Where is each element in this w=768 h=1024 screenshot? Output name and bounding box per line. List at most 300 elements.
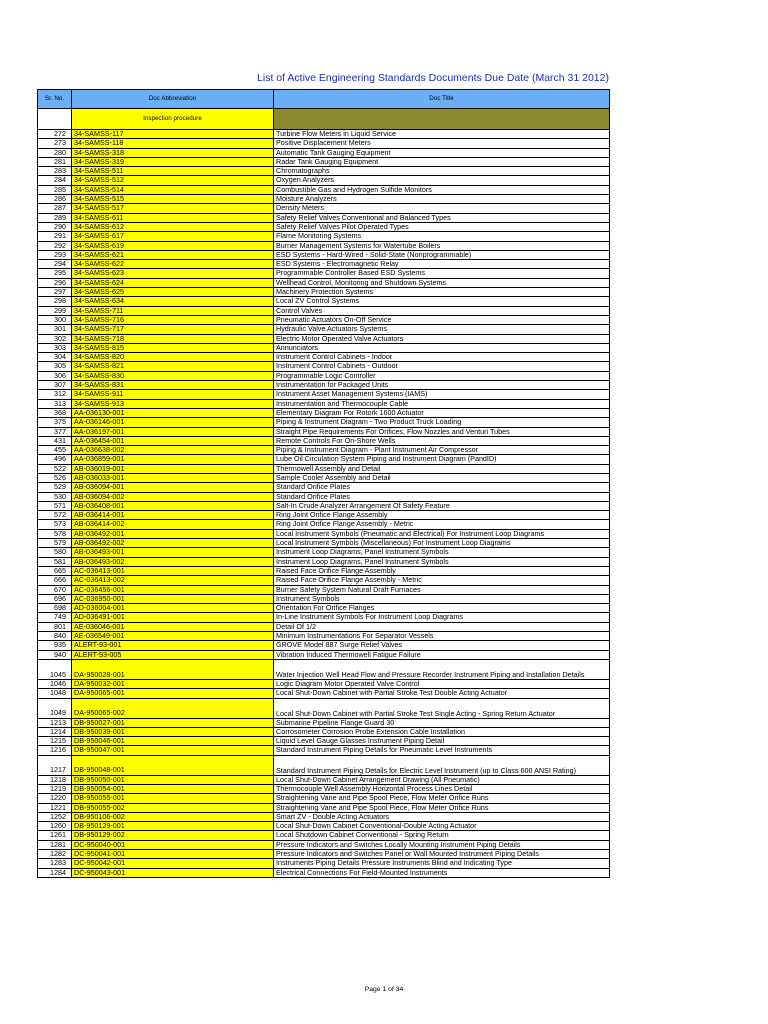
standards-table <box>37 89 610 878</box>
doc-title-cell: Local Instrument Symbols (Miscellaneous) For Instrument Loop Diagrams <box>274 539 610 548</box>
doc-title-cell: Salt-In Crude Analyzer Arrangement Of Safety Feature <box>274 501 610 510</box>
doc-abbreviation-cell: AC-036413-002 <box>72 576 274 585</box>
doc-abbreviation-cell: ALERT-93-001 <box>72 641 274 650</box>
doc-title-cell: Local Shut-Down Cabinet Arrangement Drawing (All Pneumatic) <box>274 775 610 784</box>
section-title-cell <box>274 109 610 130</box>
sr-no-cell: 312 <box>38 390 72 399</box>
doc-title-cell: Thermocouple Well Assembly Horizontal Process Lines Detail <box>274 785 610 794</box>
sr-no-cell: 940 <box>38 650 72 659</box>
doc-title-cell: Annunciators <box>274 343 610 352</box>
doc-abbreviation-cell: 34-SAMSS-718 <box>72 334 274 343</box>
doc-title-cell: Sample Cooler Assembly and Detail <box>274 473 610 482</box>
doc-abbreviation-cell: AE-036046-001 <box>72 622 274 631</box>
sr-no-cell: 573 <box>38 520 72 529</box>
table-row <box>38 297 610 306</box>
doc-abbreviation-cell: 34-SAMSS-318 <box>72 148 274 157</box>
table-row <box>38 850 610 859</box>
doc-title-cell: Straightening Vane and Pipe Spool Piece, Flow Meter Orifice Runs <box>274 803 610 812</box>
doc-abbreviation-cell: AB-036019-001 <box>72 464 274 473</box>
doc-abbreviation-cell: 34-SAMSS-515 <box>72 195 274 204</box>
sr-no-cell: 579 <box>38 539 72 548</box>
sr-no-cell: 290 <box>38 222 72 231</box>
doc-title-cell: Thermowell Assembly and Detail <box>274 464 610 473</box>
sr-no-cell: 526 <box>38 473 72 482</box>
doc-abbreviation-cell: AA-036638-002 <box>72 446 274 455</box>
doc-abbreviation-cell: ALERT-93-005 <box>72 650 274 659</box>
doc-abbreviation-cell: DB-950047-001 <box>72 746 274 755</box>
doc-title-cell: Instrumentation for Packaged Units <box>274 381 610 390</box>
sr-no-cell: 580 <box>38 548 72 557</box>
sr-no-cell: 272 <box>38 130 72 139</box>
doc-abbreviation-cell: 34-SAMSS-619 <box>72 241 274 250</box>
sr-no-cell: 581 <box>38 557 72 566</box>
table-row <box>38 632 610 641</box>
doc-title-cell: Automatic Tank Gauging Equipment <box>274 148 610 157</box>
sr-no-cell: 284 <box>38 176 72 185</box>
sr-no-cell: 273 <box>38 139 72 148</box>
table-row <box>38 679 610 688</box>
sr-no-cell: 286 <box>38 195 72 204</box>
table-row <box>38 859 610 868</box>
doc-title-cell: Orientation For Orifice Flanges <box>274 604 610 613</box>
doc-title-cell: Safety Relief Valves Conventional and Balanced Types <box>274 213 610 222</box>
doc-title-cell: ESD Systems - Hard-Wired - Solid-State (Nonprogrammable) <box>274 250 610 259</box>
doc-abbreviation-cell: DB-950054-001 <box>72 785 274 794</box>
doc-abbreviation-cell: 34-SAMSS-117 <box>72 130 274 139</box>
doc-title-cell: Lube Oil Circulation System Piping and Instrument Diagram (PandID) <box>274 455 610 464</box>
doc-title-cell: Combustible Gas and Hydrogen Sulfide Monitors <box>274 185 610 194</box>
doc-abbreviation-cell: DA-950065-001 <box>72 689 274 698</box>
table-row <box>38 473 610 482</box>
doc-title-cell: Raised Face Orifice Flange Assembly <box>274 566 610 575</box>
table-row <box>38 868 610 877</box>
doc-title-cell: Detail Of 1/2 <box>274 622 610 631</box>
doc-title-cell: Instruments Piping Details Pressure Instruments Blind and Indicating Type <box>274 859 610 868</box>
sr-no-cell: 285 <box>38 185 72 194</box>
table-row <box>38 390 610 399</box>
doc-abbreviation-cell: 34-SAMSS-617 <box>72 232 274 241</box>
table-row <box>38 464 610 473</box>
doc-title-cell: Positive Displacement Meters <box>274 139 610 148</box>
section-row <box>38 109 610 130</box>
doc-abbreviation-cell: AC-036413-001 <box>72 566 274 575</box>
sr-no-cell: 294 <box>38 260 72 269</box>
sr-no-cell: 1282 <box>38 850 72 859</box>
sr-no-cell: 1049 <box>38 698 72 718</box>
sr-no-cell: 304 <box>38 353 72 362</box>
sr-no-cell: 522 <box>38 464 72 473</box>
doc-abbreviation-cell: DB-950106-002 <box>72 812 274 821</box>
doc-title-cell: Moisture Analyzers <box>274 195 610 204</box>
table-row <box>38 343 610 352</box>
doc-title-cell: Elementary Diagram For Rotork 1600 Actuator <box>274 408 610 417</box>
table-row <box>38 427 610 436</box>
doc-title-cell: Programmable Controller Based ESD Systems <box>274 269 610 278</box>
col-header-sr-no: Sr. No. <box>38 90 72 109</box>
table-row <box>38 727 610 736</box>
table-row <box>38 241 610 250</box>
sr-no-cell: 280 <box>38 148 72 157</box>
sr-no-cell: 1045 <box>38 659 72 679</box>
doc-title-cell: Ring Joint Orifice Flange Assembly - Metric <box>274 520 610 529</box>
table-row <box>38 689 610 698</box>
doc-abbreviation-cell: DC-950040-001 <box>72 840 274 849</box>
table-row <box>38 353 610 362</box>
doc-abbreviation-cell: 34-SAMSS-821 <box>72 362 274 371</box>
sr-no-cell: 1284 <box>38 868 72 877</box>
doc-title-cell: Corrosometer Corrosion Probe Extension Cable Installation <box>274 727 610 736</box>
doc-abbreviation-cell: DB-950055-001 <box>72 794 274 803</box>
doc-abbreviation-cell: AB-036493-001 <box>72 548 274 557</box>
table-row <box>38 746 610 755</box>
table-row <box>38 167 610 176</box>
sr-no-cell: 1213 <box>38 718 72 727</box>
table-row <box>38 737 610 746</box>
doc-title-cell: Machinery Protection Systems <box>274 288 610 297</box>
doc-abbreviation-cell: 34-SAMSS-621 <box>72 250 274 259</box>
sr-no-cell: 698 <box>38 604 72 613</box>
doc-abbreviation-cell: 34-SAMSS-913 <box>72 399 274 408</box>
sr-no-cell: 670 <box>38 585 72 594</box>
sr-no-cell: 1221 <box>38 803 72 812</box>
doc-abbreviation-cell: AB-036492-002 <box>72 539 274 548</box>
sr-no-cell: 293 <box>38 250 72 259</box>
sr-no-cell: 305 <box>38 362 72 371</box>
doc-abbreviation-cell: DC-950042-001 <box>72 859 274 868</box>
table-row <box>38 840 610 849</box>
sr-no-cell: 301 <box>38 325 72 334</box>
table-row <box>38 371 610 380</box>
table-row <box>38 604 610 613</box>
doc-title-cell: Local Instrument Symbols (Pneumatic and Electrical) For Instrument Loop Diagrams <box>274 529 610 538</box>
doc-title-cell: Piping & Instrument Diagram - Two Product Truck Loading <box>274 418 610 427</box>
table-row <box>38 576 610 585</box>
doc-abbreviation-cell: 34-SAMSS-514 <box>72 185 274 194</box>
doc-abbreviation-cell: 34-SAMSS-517 <box>72 204 274 213</box>
doc-abbreviation-cell: 34-SAMSS-622 <box>72 260 274 269</box>
sr-no-cell: 297 <box>38 288 72 297</box>
doc-title-cell: ESD Systems - Electromagnetic Relay <box>274 260 610 269</box>
table-row <box>38 148 610 157</box>
doc-title-cell: Pressure Indicators and Switches Locally Mounting Instrument Piping Details <box>274 840 610 849</box>
doc-abbreviation-cell: 34-SAMSS-511 <box>72 167 274 176</box>
sr-no-cell: 1260 <box>38 822 72 831</box>
doc-title-cell: Instrument Symbols <box>274 594 610 603</box>
doc-abbreviation-cell: 34-SAMSS-830 <box>72 371 274 380</box>
doc-abbreviation-cell: AB-036033-001 <box>72 473 274 482</box>
table-row <box>38 130 610 139</box>
table-row <box>38 315 610 324</box>
doc-title-cell: Standard Orifice Plates <box>274 483 610 492</box>
sr-no-cell: 455 <box>38 446 72 455</box>
doc-title-cell: Instrumentation and Thermocouple Cable <box>274 399 610 408</box>
table-row <box>38 613 610 622</box>
table-row <box>38 222 610 231</box>
sr-no-cell: 530 <box>38 492 72 501</box>
table-row <box>38 232 610 241</box>
doc-title-cell: Radar Tank Gauging Equipment <box>274 157 610 166</box>
doc-abbreviation-cell: AA-036130-001 <box>72 408 274 417</box>
table-row <box>38 529 610 538</box>
table-row <box>38 539 610 548</box>
doc-title-cell: Standard Orifice Plates <box>274 492 610 501</box>
sr-no-cell: 307 <box>38 381 72 390</box>
sr-no-cell: 1252 <box>38 812 72 821</box>
table-row <box>38 399 610 408</box>
table-row <box>38 755 610 775</box>
doc-abbreviation-cell: 34-SAMSS-634 <box>72 297 274 306</box>
table-row <box>38 306 610 315</box>
sr-no-cell: 529 <box>38 483 72 492</box>
doc-abbreviation-cell: AB-036414-002 <box>72 520 274 529</box>
doc-title-cell: Pneumatic Actuators On-Off Service <box>274 315 610 324</box>
table-row <box>38 408 610 417</box>
doc-title-cell: Burner Management Systems for Watertube Boilers <box>274 241 610 250</box>
section-label: Inspection procedure <box>72 109 274 130</box>
sr-no-cell: 1216 <box>38 746 72 755</box>
sr-no-cell: 283 <box>38 167 72 176</box>
doc-abbreviation-cell: 34-SAMSS-831 <box>72 381 274 390</box>
doc-abbreviation-cell: 34-SAMSS-820 <box>72 353 274 362</box>
table-row <box>38 812 610 821</box>
table-row <box>38 176 610 185</box>
sr-no-cell: 1219 <box>38 785 72 794</box>
table-row <box>38 334 610 343</box>
doc-abbreviation-cell: DA-950028-001 <box>72 659 274 679</box>
doc-abbreviation-cell: DB-950046-001 <box>72 737 274 746</box>
doc-title-cell: Submarine Pipeline Flange Guard 30 <box>274 718 610 727</box>
table-row <box>38 157 610 166</box>
table-row <box>38 585 610 594</box>
doc-abbreviation-cell: 34-SAMSS-625 <box>72 288 274 297</box>
doc-title-cell: Local ZV Control Systems <box>274 297 610 306</box>
doc-title-cell: Control Valves <box>274 306 610 315</box>
doc-abbreviation-cell: 34-SAMSS-319 <box>72 157 274 166</box>
sr-no-cell: 1215 <box>38 737 72 746</box>
page-title: List of Active Engineering Standards Documents Due Date (March 31 2012) <box>257 72 609 84</box>
table-row <box>38 139 610 148</box>
doc-title-cell: Local Shut-Down Cabinet with Partial Stroke Test Single Acting - Spring Return Actuator <box>274 698 610 718</box>
table-row <box>38 594 610 603</box>
doc-abbreviation-cell: AB-036094-002 <box>72 492 274 501</box>
doc-abbreviation-cell: 34-SAMSS-623 <box>72 269 274 278</box>
sr-no-cell: 375 <box>38 418 72 427</box>
doc-abbreviation-cell: DA-950065-002 <box>72 698 274 718</box>
table-row <box>38 195 610 204</box>
doc-abbreviation-cell: AE-036549-001 <box>72 632 274 641</box>
doc-abbreviation-cell: DB-950050-001 <box>72 775 274 784</box>
doc-abbreviation-cell: AB-036492-001 <box>72 529 274 538</box>
sr-no-cell: 1281 <box>38 840 72 849</box>
doc-title-cell: Instrument Loop Diagrams, Panel Instrument Symbols <box>274 548 610 557</box>
sr-no-cell: 287 <box>38 204 72 213</box>
sr-no-cell: 1220 <box>38 794 72 803</box>
sr-no-cell: 1261 <box>38 831 72 840</box>
doc-abbreviation-cell: 34-SAMSS-717 <box>72 325 274 334</box>
sr-no-cell: 572 <box>38 511 72 520</box>
sr-no-cell: 1218 <box>38 775 72 784</box>
table-row <box>38 520 610 529</box>
doc-abbreviation-cell: DC-950043-001 <box>72 868 274 877</box>
sr-no-cell: 303 <box>38 343 72 352</box>
doc-title-cell: Instrument Loop Diagrams, Panel Instrument Symbols <box>274 557 610 566</box>
sr-no-cell: 571 <box>38 501 72 510</box>
table-row <box>38 260 610 269</box>
doc-abbreviation-cell: AB-036408-001 <box>72 501 274 510</box>
doc-title-cell: Pressure Indicators and Switches Panel or Wall Mounted Instrument Piping Details <box>274 850 610 859</box>
doc-title-cell: Local Shut-Down Cabinet Conventional-Double Acting Actuator <box>274 822 610 831</box>
doc-abbreviation-cell: AA-036859-001 <box>72 455 274 464</box>
doc-title-cell: Instrument Control Cabinets - Outdoor <box>274 362 610 371</box>
doc-abbreviation-cell: 34-SAMSS-624 <box>72 278 274 287</box>
table-row <box>38 803 610 812</box>
sr-no-cell: 749 <box>38 613 72 622</box>
table-row <box>38 775 610 784</box>
sr-no-cell: 1214 <box>38 727 72 736</box>
doc-title-cell: Electric Motor Operated Valve Actuators <box>274 334 610 343</box>
page-footer: Page 1 of 34 <box>364 986 404 993</box>
doc-title-cell: Remote Controls For On-Shore Wells <box>274 436 610 445</box>
sr-no-cell: 289 <box>38 213 72 222</box>
doc-abbreviation-cell: DB-950129-001 <box>72 822 274 831</box>
doc-title-cell: Logic Diagram Motor Operated Valve Control <box>274 679 610 688</box>
doc-title-cell: Instrument Asset Management Systems (IAMS) <box>274 390 610 399</box>
sr-no-cell: 281 <box>38 157 72 166</box>
table-row <box>38 381 610 390</box>
doc-abbreviation-cell: AA-036454-001 <box>72 436 274 445</box>
doc-title-cell: Standard Instrument Piping Details for Pneumatic Level Instruments <box>274 746 610 755</box>
doc-abbreviation-cell: 34-SAMSS-611 <box>72 213 274 222</box>
doc-title-cell: Straight Pipe Requirements For Orifices, Flow Nozzles and Venturi Tubes <box>274 427 610 436</box>
doc-title-cell: Raised Face Orifice Flange Assembly - Metric <box>274 576 610 585</box>
doc-abbreviation-cell: 34-SAMSS-612 <box>72 222 274 231</box>
sr-no-cell: 377 <box>38 427 72 436</box>
table-row <box>38 548 610 557</box>
sr-no-cell: 666 <box>38 576 72 585</box>
doc-title-cell: Minimum Instrumentations For Separator Vessels <box>274 632 610 641</box>
doc-abbreviation-cell: 34-SAMSS-118 <box>72 139 274 148</box>
doc-abbreviation-cell: AB-036493-002 <box>72 557 274 566</box>
sr-no-cell: 1048 <box>38 689 72 698</box>
table-row <box>38 566 610 575</box>
table-row <box>38 718 610 727</box>
doc-title-cell: Programmable Logic Controller <box>274 371 610 380</box>
doc-title-cell: Ring Joint Orifice Flange Assembly <box>274 511 610 520</box>
doc-abbreviation-cell: 34-SAMSS-716 <box>72 315 274 324</box>
table-row <box>38 501 610 510</box>
table-row <box>38 455 610 464</box>
doc-abbreviation-cell: 34-SAMSS-512 <box>72 176 274 185</box>
doc-abbreviation-cell: AD-036004-001 <box>72 604 274 613</box>
doc-title-cell: Piping & Instrument Diagram - Plant Instrument Air Compressor <box>274 446 610 455</box>
table-row <box>38 492 610 501</box>
doc-abbreviation-cell: DB-950055-002 <box>72 803 274 812</box>
doc-abbreviation-cell: 34-SAMSS-815 <box>72 343 274 352</box>
doc-title-cell: Safety Relief Valves Pilot Operated Types <box>274 222 610 231</box>
doc-abbreviation-cell: AC-036950-001 <box>72 594 274 603</box>
sr-no-cell: 302 <box>38 334 72 343</box>
table-row <box>38 641 610 650</box>
table-row <box>38 362 610 371</box>
sr-no-cell: 292 <box>38 241 72 250</box>
sr-no-cell: 1046 <box>38 679 72 688</box>
table-row <box>38 483 610 492</box>
doc-title-cell: Liquid Level Gauge Glasses Instrument Piping Detail <box>274 737 610 746</box>
doc-title-cell: Hydraulic Valve Actuators Systems <box>274 325 610 334</box>
table-row <box>38 659 610 679</box>
table-row <box>38 557 610 566</box>
doc-abbreviation-cell: DB-950129-002 <box>72 831 274 840</box>
table-row <box>38 213 610 222</box>
table-row <box>38 698 610 718</box>
table-row <box>38 185 610 194</box>
sr-no-cell: 431 <box>38 436 72 445</box>
doc-title-cell: GROVE Model 887 Surge Relief Valves <box>274 641 610 650</box>
table-header-row <box>38 90 610 109</box>
doc-title-cell: Vibration Induced Thermowell Fatigue Failure <box>274 650 610 659</box>
sr-no-cell: 1217 <box>38 755 72 775</box>
sr-no-cell: 368 <box>38 408 72 417</box>
table-row <box>38 436 610 445</box>
doc-abbreviation-cell: AC-036456-001 <box>72 585 274 594</box>
doc-abbreviation-cell: DB-950027-001 <box>72 718 274 727</box>
doc-abbreviation-cell: AA-036146-001 <box>72 418 274 427</box>
table-row <box>38 418 610 427</box>
doc-abbreviation-cell: DB-950048-001 <box>72 755 274 775</box>
doc-title-cell: Density Meters <box>274 204 610 213</box>
doc-title-cell: In-Line Instrument Symbols For Instrument Loop Diagrams <box>274 613 610 622</box>
sr-no-cell: 291 <box>38 232 72 241</box>
doc-title-cell: Local Shut-Down Cabinet with Partial Stroke Test Double Acting Actuator <box>274 689 610 698</box>
sr-no-cell: 298 <box>38 297 72 306</box>
doc-abbreviation-cell: AB-036094-001 <box>72 483 274 492</box>
table-row <box>38 250 610 259</box>
sr-no-cell: 840 <box>38 632 72 641</box>
sr-no-cell: 306 <box>38 371 72 380</box>
table-row <box>38 785 610 794</box>
sr-no-cell: 696 <box>38 594 72 603</box>
doc-title-cell: Flame Monitoring Systems <box>274 232 610 241</box>
table-row <box>38 325 610 334</box>
sr-no-cell: 313 <box>38 399 72 408</box>
doc-title-cell: Oxygen Analyzers <box>274 176 610 185</box>
doc-title-cell: Instrument Control Cabinets - Indoor <box>274 353 610 362</box>
doc-title-cell: Water Injection Well Head Flow and Pressure Recorder Instrument Piping and Installation Details <box>274 659 610 679</box>
sr-no-cell: 496 <box>38 455 72 464</box>
sr-no-cell: 295 <box>38 269 72 278</box>
table-row <box>38 288 610 297</box>
table-row <box>38 622 610 631</box>
doc-title-cell: Chromatographs <box>274 167 610 176</box>
table-row <box>38 650 610 659</box>
doc-title-cell: Burner Safety System Natural Draft Furnaces <box>274 585 610 594</box>
doc-title-cell: Wellhead Control, Monitoring and Shutdown Systems <box>274 278 610 287</box>
doc-title-cell: Standard Instrument Piping Details for Electric Level Instrument (up to Class 600 ANSI Rating) <box>274 755 610 775</box>
doc-abbreviation-cell: DB-950039-001 <box>72 727 274 736</box>
doc-abbreviation-cell: AD-036491-001 <box>72 613 274 622</box>
sr-no-cell: 1283 <box>38 859 72 868</box>
sr-no-cell: 665 <box>38 566 72 575</box>
table-row <box>38 204 610 213</box>
doc-title-cell: Local Shutdown Cabinet Conventional - Spring Return <box>274 831 610 840</box>
doc-title-cell: Smart ZV - Double Acting Actuators <box>274 812 610 821</box>
doc-abbreviation-cell: 34-SAMSS-711 <box>72 306 274 315</box>
table-row <box>38 794 610 803</box>
doc-title-cell: Electrical Connections For Field-Mounted Instruments <box>274 868 610 877</box>
table-row <box>38 831 610 840</box>
col-header-doc-title: Doc Title <box>274 90 610 109</box>
section-sr-cell <box>38 109 72 130</box>
